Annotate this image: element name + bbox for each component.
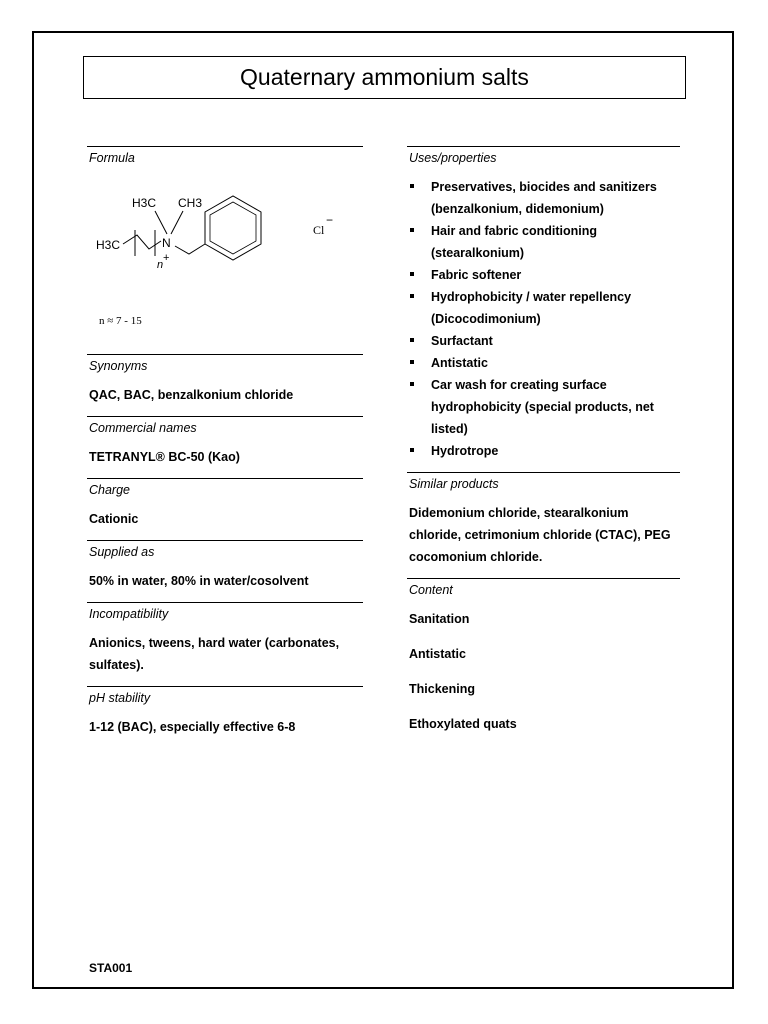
left-column (87, 146, 363, 738)
right-column (407, 146, 680, 748)
incompatibility-heading: Incompatibility (87, 602, 363, 622)
list-item: Antistatic (407, 352, 680, 374)
charge-heading: Charge (87, 478, 363, 498)
document-code: STA001 (89, 961, 133, 975)
bond-n-methyl1 (155, 211, 167, 234)
incompatibility-value: Anionics, tweens, hard water (carbonates, sulfates). (89, 636, 340, 672)
supplied-heading: Supplied as (87, 540, 363, 560)
list-item: Ethoxylated quats (409, 717, 517, 731)
benzyl-bond (175, 244, 205, 254)
list-item: Surfactant (407, 330, 680, 352)
supplied-value: 50% in water, 80% in water/cosolvent (89, 574, 309, 588)
repeat-n: n (157, 259, 164, 271)
list-item: Preservatives, biocides and sanitizers (benzalkonium, didemonium) (407, 176, 680, 220)
chain-range: n ≈ 7 - 15 (99, 315, 142, 327)
list-item: Hair and fabric conditioning (stearalkonium) (407, 220, 680, 264)
charge-value: Cationic (89, 512, 139, 526)
methyl-label-top-left: H3C (132, 196, 157, 210)
list-item: Thickening (409, 682, 475, 696)
ph-value: 1-12 (BAC), especially effective 6-8 (89, 720, 296, 734)
uses-list (407, 176, 680, 462)
ph-heading: pH stability (87, 686, 363, 706)
commercial-heading: Commercial names (87, 416, 363, 436)
formula-heading: Formula (87, 146, 363, 166)
page-title: Quaternary ammonium salts (240, 64, 529, 90)
structure-diagram (93, 194, 353, 334)
similar-heading: Similar products (407, 472, 680, 492)
methyl-label-left: H3C (96, 238, 121, 252)
chloride-label: Cl (313, 223, 325, 237)
uses-heading: Uses/properties (407, 146, 680, 166)
list-item: Hydrophobicity / water repellency (Dicocodimonium) (407, 286, 680, 330)
list-item: Antistatic (409, 647, 466, 661)
benzene-inner (210, 202, 256, 254)
chloride-minus: − (326, 213, 334, 227)
list-item: Sanitation (409, 612, 470, 626)
list-item: Car wash for creating surface hydrophobicity (special products, net listed) (407, 374, 680, 440)
bond-n-methyl2 (171, 211, 183, 234)
similar-value: Didemonium chloride, stearalkonium chloride, cetrimonium chloride (CTAC), PEG cocomonium chloride. (409, 506, 671, 564)
synonyms-heading: Synonyms (87, 354, 363, 374)
formula-section (87, 166, 363, 354)
list-item: Hydrotrope (407, 440, 680, 462)
content-list (407, 608, 680, 735)
benzene-ring (205, 196, 261, 260)
charge-plus: + (163, 252, 170, 264)
synonyms-value: QAC, BAC, benzalkonium chloride (89, 388, 294, 402)
list-item: Fabric softener (407, 264, 680, 286)
title-box (83, 56, 686, 99)
content-heading: Content (407, 578, 680, 598)
methyl-label-top-right: CH3 (178, 196, 203, 210)
nitrogen-label: N (162, 236, 171, 250)
commercial-value: TETRANYL® BC-50 (Kao) (89, 450, 240, 464)
